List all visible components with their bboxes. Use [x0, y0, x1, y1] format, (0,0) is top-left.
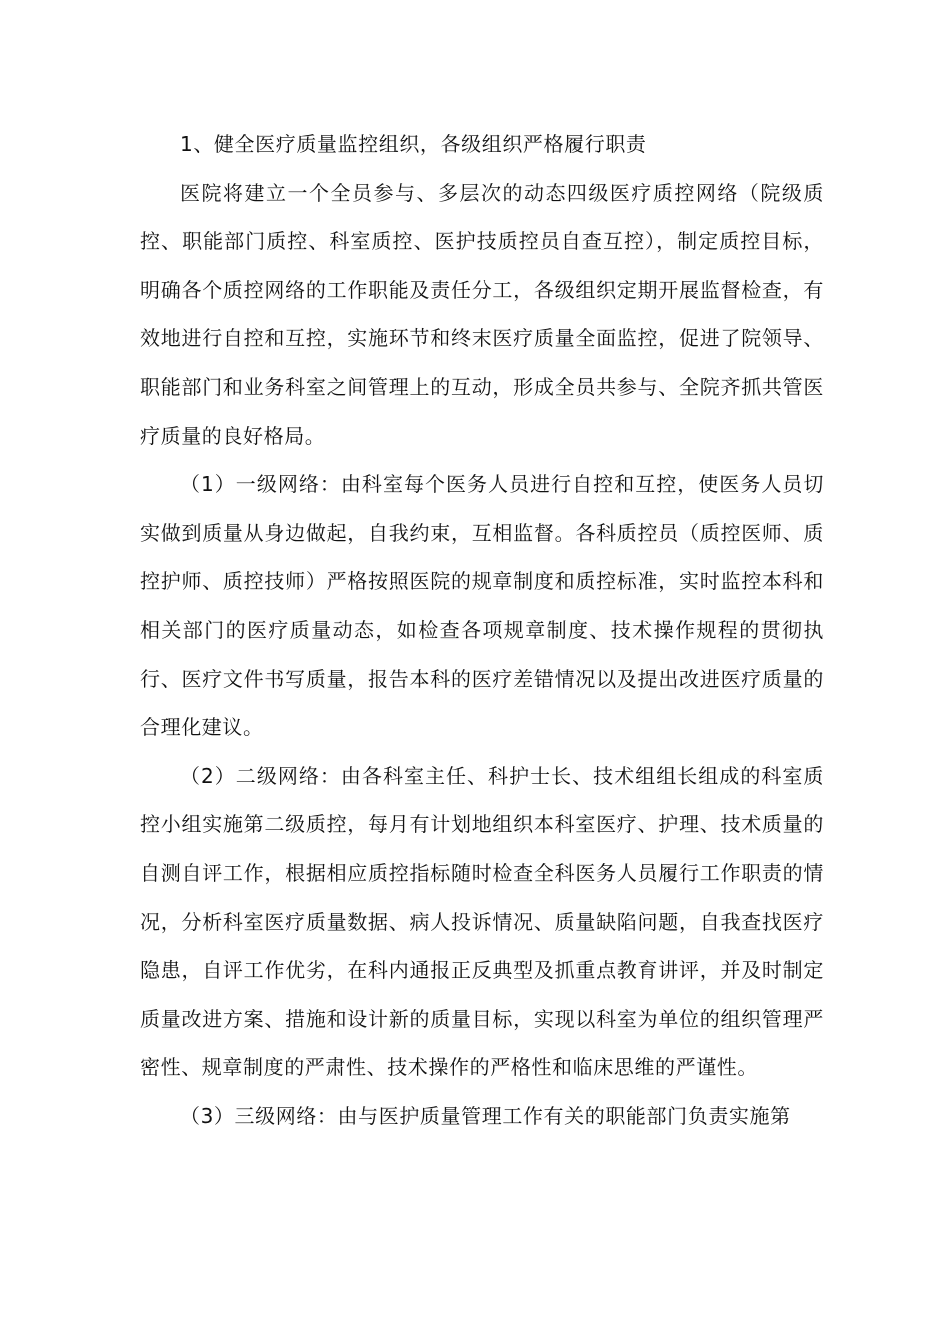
paragraph-level-1-network: （1）一级网络：由科室每个医务人员进行自控和互控，使医务人员切实做到质量从身边做起，自我约束，互相监督。各科质控员（质控医师、质控护师、质控技师）严格按照医院的规章制度和质控标准，实时监控本科和相关部门的医疗质量动态，如检查各项规章制度、技术操作规程的贯彻执行、医疗文件书写质量，报告本科的医疗差错情况以及提出改进医疗质量的合理化建议。 — [140, 472, 824, 740]
paragraph-overview: 医院将建立一个全员参与、多层次的动态四级医疗质控网络（院级质控、职能部门质控、科室质控、医护技质控员自查互控），制定质控目标，明确各个质控网络的工作职能及责任分工，各级组织定期开展监督检查，有效地进行自控和互控，实施环节和终末医疗质量全面监控，促进了院领导、职能部门和业务科室之间管理上的互动，形成全员共参与、全院齐抓共管医疗质量的良好格局。 — [140, 180, 824, 448]
section-heading: 1、健全医疗质量监控组织，各级组织严格履行职责 — [180, 132, 647, 156]
document-body — [140, 120, 824, 1140]
paragraph-level-3-network: （3）三级网络：由与医护质量管理工作有关的职能部门负责实施第 — [180, 1103, 791, 1128]
paragraph-level-2-network: （2）二级网络：由各科室主任、科护士长、技术组组长组成的科室质控小组实施第二级质控，每月有计划地组织本科室医疗、护理、技术质量的自测自评工作，根据相应质控指标随时检查全科医务人员履行工作职责的情况，分析科室医疗质量数据、病人投诉情况、质量缺陷问题，自我查找医疗隐患，自评工作优劣，在科内通报正反典型及抓重点教育讲评，并及时制定质量改进方案、措施和设计新的质量目标，实现以科室为单位的组织管理严密性、规章制度的严肃性、技术操作的严格性和临床思维的严谨性。 — [140, 763, 824, 1080]
